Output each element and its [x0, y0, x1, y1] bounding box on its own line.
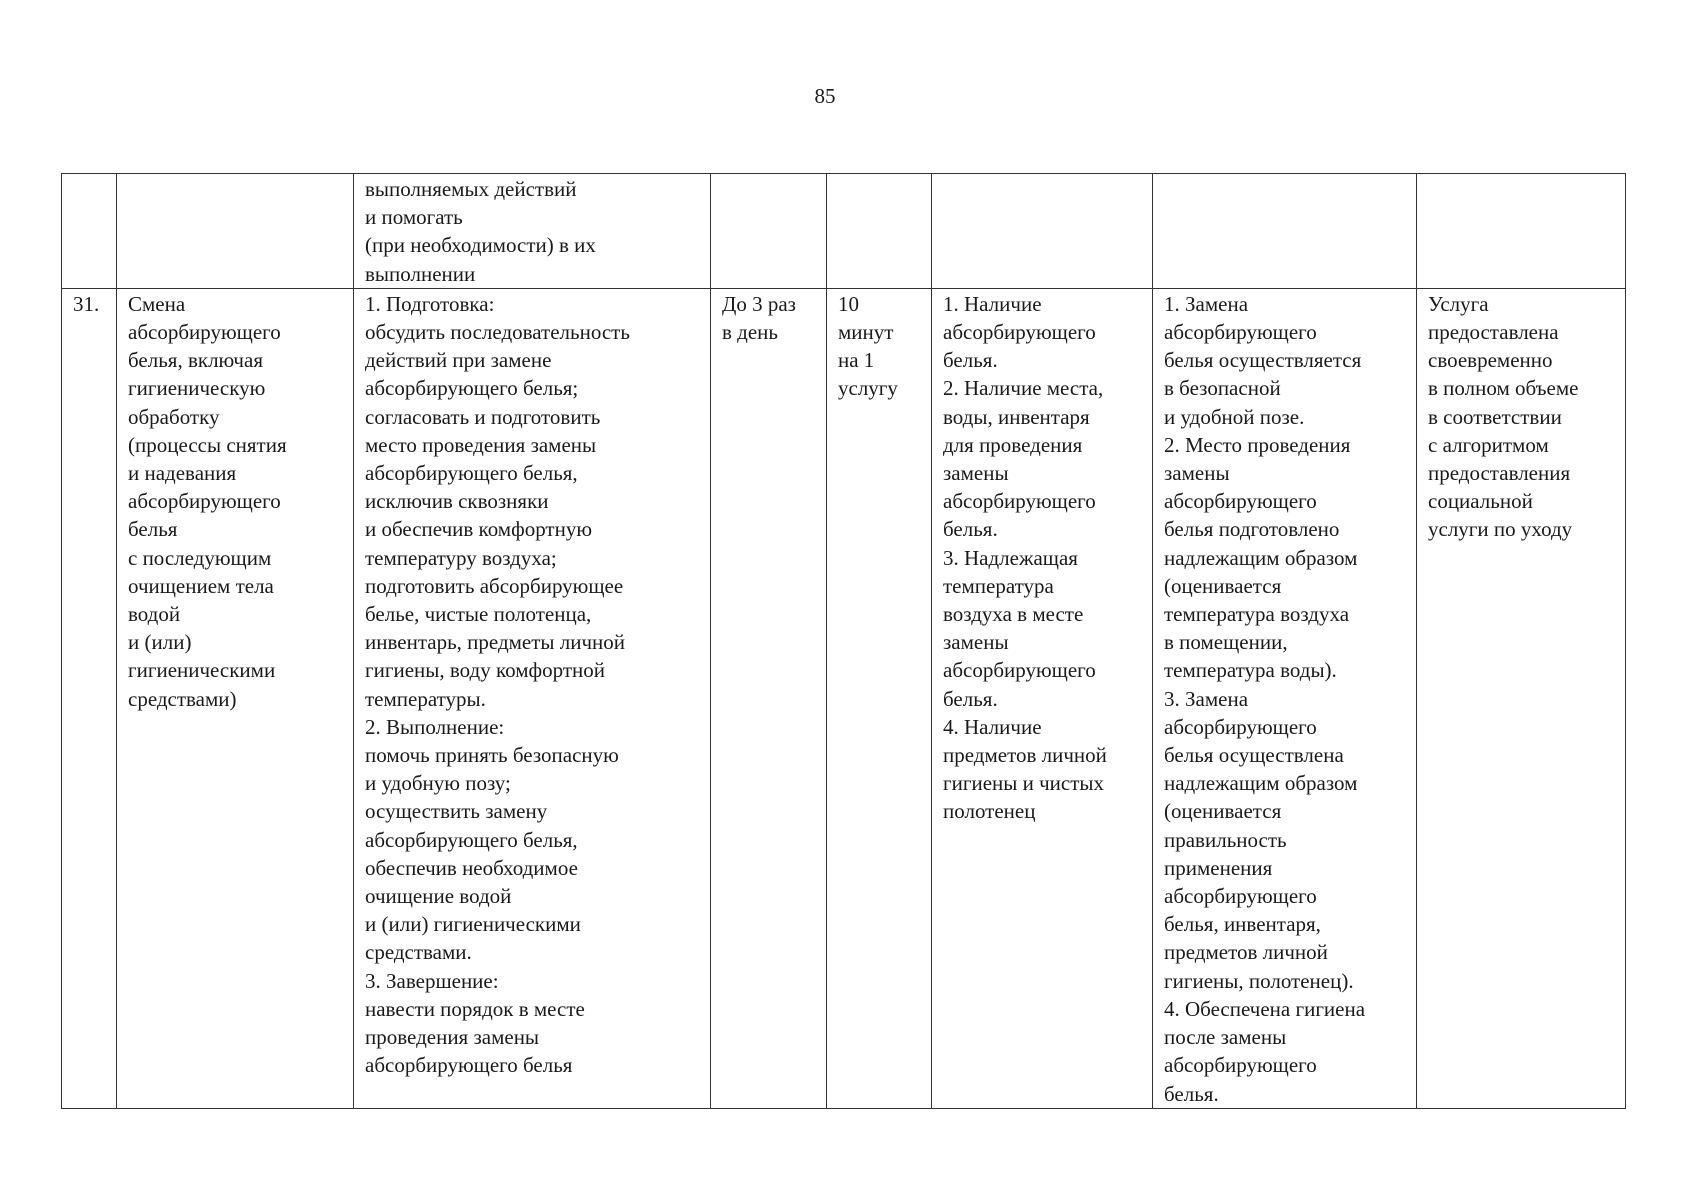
cell-text-line: 3. Завершение:	[365, 968, 499, 993]
cell-text-line: температуру воздуха;	[365, 545, 557, 570]
cell-text-line: 31.	[73, 291, 100, 316]
cell-text-line: 2. Выполнение:	[365, 714, 505, 739]
cell-text-line: очищением тела	[128, 573, 274, 598]
cell-text-line: белье, чистые полотенца,	[365, 602, 592, 627]
cell-text-line: и помогать	[365, 205, 463, 230]
cell-text-line: в безопасной	[1164, 376, 1281, 401]
cell-text-line: абсорбирующего	[1164, 884, 1317, 909]
table-row	[62, 288, 1626, 1108]
cell-text-line: и удобной позе.	[1164, 404, 1305, 429]
cell-text-line: 4. Обеспечена гигиена	[1164, 996, 1366, 1021]
cell-text-line: белья.	[943, 517, 998, 542]
cell-text-line: белья осуществляется	[1164, 348, 1362, 373]
cell-frequency	[711, 174, 827, 289]
cell-text-line: надлежащим образом	[1164, 771, 1358, 796]
cell-service-name	[117, 174, 354, 289]
cell-text-line: абсорбирующего белья,	[365, 461, 578, 486]
cell-text-line: воздуха в месте	[943, 602, 1084, 627]
cell-text-line: помочь принять безопасную	[365, 743, 619, 768]
cell-text-line: на 1	[838, 348, 875, 373]
table-body	[62, 174, 1626, 1109]
cell-duration	[827, 174, 932, 289]
cell-text-line: предметов личной	[943, 743, 1107, 768]
cell-text-line: и обеспечив комфортную	[365, 517, 593, 542]
cell-text-line: 1. Замена	[1164, 291, 1249, 316]
cell-text-line: (процессы снятия	[128, 432, 287, 457]
cell-text-line: гигиеническими	[128, 658, 276, 683]
cell-text-line: осуществить замену	[365, 799, 548, 824]
cell-text-line: гигиеническую	[128, 376, 266, 401]
cell-text-line: абсорбирующего	[943, 489, 1096, 514]
cell-text-line: в помещении,	[1164, 630, 1288, 655]
cell-text-line: социальной	[1428, 489, 1533, 514]
cell-text-line: абсорбирующего белья;	[365, 376, 579, 401]
cell-frequency	[711, 288, 827, 1108]
cell-text-line: надлежащим образом	[1164, 545, 1358, 570]
cell-text-line: инвентарь, предметы личной	[365, 630, 626, 655]
cell-text-line: 2. Место проведения	[1164, 432, 1351, 457]
cell-text-line: навести порядок в месте	[365, 996, 585, 1021]
cell-text-line: выполняемых действий	[365, 177, 577, 201]
cell-conditions	[932, 288, 1153, 1108]
cell-text-line: Смена	[128, 291, 186, 316]
cell-text-line: гигиены, полотенец).	[1164, 968, 1354, 993]
cell-text-line: средствами)	[128, 686, 237, 711]
cell-text-line: применения	[1164, 855, 1273, 880]
cell-evaluation	[1417, 174, 1626, 289]
cell-text-line: Услуга	[1428, 291, 1489, 316]
cell-text-line: средствами.	[365, 940, 472, 965]
cell-actions	[354, 174, 711, 289]
cell-text-line: абсорбирующего	[1164, 320, 1317, 345]
cell-text-line: абсорбирующего	[1164, 489, 1317, 514]
cell-quality	[1153, 288, 1417, 1108]
cell-service-name	[117, 288, 354, 1108]
cell-text-line: белья, инвентаря,	[1164, 912, 1321, 937]
cell-text-line: исключив сквозняки	[365, 489, 549, 514]
cell-text-line: белья	[128, 517, 178, 542]
cell-text-line: белья.	[943, 686, 998, 711]
cell-text-line: 1. Подготовка:	[365, 291, 495, 316]
cell-text-line: гигиены и чистых	[943, 771, 1105, 796]
cell-text-line: водой	[128, 602, 181, 627]
cell-duration	[827, 288, 932, 1108]
cell-text-line: действий при замене	[365, 348, 552, 373]
cell-text-line: обработку	[128, 404, 220, 429]
cell-text-line: абсорбирующего	[943, 320, 1096, 345]
cell-text-line: абсорбирующего белья	[365, 1053, 573, 1078]
cell-text-line: с последующим	[128, 545, 272, 570]
cell-text-line: своевременно	[1428, 348, 1553, 373]
cell-text-line: 4. Наличие	[943, 714, 1042, 739]
cell-text-line: абсорбирующего	[1164, 1053, 1317, 1078]
cell-text-line: выполнении	[365, 261, 476, 286]
cell-text-line: температура воды).	[1164, 658, 1337, 683]
cell-text-line: в соответствии	[1428, 404, 1562, 429]
cell-number	[62, 174, 117, 289]
cell-text-line: замены	[943, 630, 1009, 655]
cell-text-line: белья осуществлена	[1164, 743, 1344, 768]
cell-text-line: 3. Надлежащая	[943, 545, 1078, 570]
cell-text-line: (при необходимости) в их	[365, 233, 596, 258]
cell-text-line: обсудить последовательность	[365, 320, 630, 345]
cell-text-line: предоставления	[1428, 461, 1571, 486]
table-row	[62, 174, 1626, 289]
cell-text-line: белья.	[943, 348, 998, 373]
cell-text-line: и (или) гигиеническими	[365, 912, 581, 937]
cell-text-line: абсорбирующего	[128, 489, 281, 514]
cell-conditions	[932, 174, 1153, 289]
cell-text-line: согласовать и подготовить	[365, 404, 601, 429]
cell-text-line: белья.	[1164, 1081, 1219, 1106]
cell-text-line: 1. Наличие	[943, 291, 1042, 316]
cell-text-line: услугу	[838, 376, 898, 401]
cell-text-line: гигиены, воду комфортной	[365, 658, 605, 683]
cell-text-line: белья, включая	[128, 348, 263, 373]
cell-text-line: абсорбирующего белья,	[365, 827, 578, 852]
cell-text-line: температура воздуха	[1164, 602, 1350, 627]
cell-text-line: (оценивается	[1164, 799, 1282, 824]
cell-text-line: 2. Наличие места,	[943, 376, 1104, 401]
cell-text-line: абсорбирующего	[943, 658, 1096, 683]
cell-text-line: белья подготовлено	[1164, 517, 1340, 542]
cell-text-line: в день	[722, 320, 778, 345]
cell-text-line: До 3 раз	[722, 291, 796, 316]
cell-text-line: проведения замены	[365, 1025, 540, 1050]
cell-text-line: услуги по уходу	[1428, 517, 1573, 542]
cell-text-line: абсорбирующего	[1164, 714, 1317, 739]
cell-text-line: и удобную позу;	[365, 771, 511, 796]
cell-text-line: температура	[943, 573, 1054, 598]
cell-number	[62, 288, 117, 1108]
cell-text-line: температуры.	[365, 686, 486, 711]
cell-text-line: правильность	[1164, 827, 1287, 852]
cell-evaluation	[1417, 288, 1626, 1108]
cell-text-line: предоставлена	[1428, 320, 1559, 345]
cell-text-line: после замены	[1164, 1025, 1287, 1050]
services-table	[61, 173, 1626, 1109]
cell-text-line: обеспечив необходимое	[365, 855, 578, 880]
cell-text-line: воды, инвентаря	[943, 404, 1090, 429]
cell-text-line: место проведения замены	[365, 432, 597, 457]
cell-text-line: 3. Замена	[1164, 686, 1249, 711]
cell-text-line: в полном объеме	[1428, 376, 1579, 401]
cell-text-line: подготовить абсорбирующее	[365, 573, 624, 598]
cell-text-line: замены	[943, 461, 1009, 486]
cell-text-line: 10	[838, 291, 859, 316]
cell-text-line: замены	[1164, 461, 1230, 486]
cell-text-line: для проведения	[943, 432, 1083, 457]
cell-text-line: и (или)	[128, 630, 192, 655]
cell-text-line: полотенец	[943, 799, 1036, 824]
cell-text-line: и надевания	[128, 461, 237, 486]
cell-text-line: предметов личной	[1164, 940, 1328, 965]
cell-text-line: (оценивается	[1164, 573, 1282, 598]
cell-text-line: абсорбирующего	[128, 320, 281, 345]
cell-text-line: с алгоритмом	[1428, 432, 1549, 457]
page-number: 85	[814, 84, 836, 108]
cell-actions	[354, 288, 711, 1108]
cell-quality	[1153, 174, 1417, 289]
cell-text-line: очищение водой	[365, 884, 512, 909]
cell-text-line: минут	[838, 320, 894, 345]
